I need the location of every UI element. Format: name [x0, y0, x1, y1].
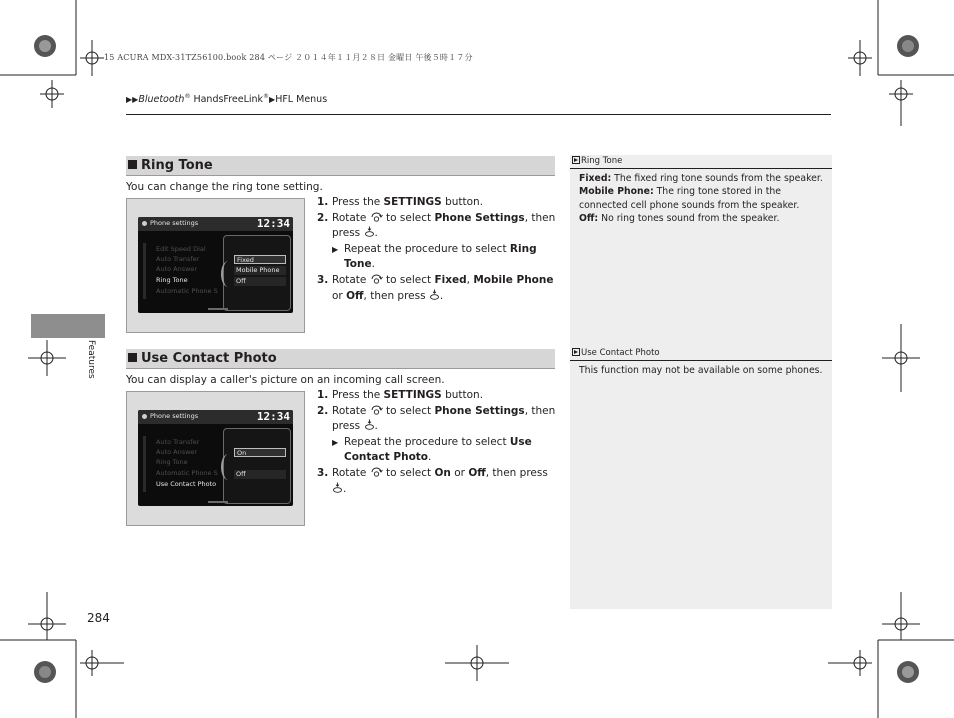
note-term: Mobile Phone: — [579, 186, 654, 198]
step-keyword: On — [434, 466, 451, 479]
lcd-footer-mark — [208, 308, 228, 310]
step-text: to select — [382, 273, 435, 286]
step-number: 1. — [317, 196, 329, 208]
step-text: button. — [441, 196, 484, 208]
lcd-list-item: Auto Transfer — [156, 438, 200, 446]
step-2 — [317, 404, 557, 435]
step-number: 1. — [317, 389, 329, 401]
section-square-icon — [128, 353, 137, 362]
interface-dial-rotate-icon — [370, 405, 383, 415]
step-text: . — [428, 451, 432, 464]
lcd-option-selected: Fixed — [234, 255, 286, 264]
interface-dial-press-icon — [332, 482, 343, 493]
step-text: Press the — [332, 389, 384, 401]
lcd-display — [138, 217, 293, 313]
step-text: Rotate — [332, 273, 370, 286]
step-text: Rotate — [332, 211, 370, 224]
step-1 — [317, 195, 557, 211]
lcd-scrollbar — [143, 436, 146, 492]
step-text: , then press — [363, 289, 429, 302]
step-number: 2. — [317, 404, 329, 417]
dial-arc-icon — [221, 261, 235, 287]
step-text: to select — [382, 466, 435, 479]
note-rule — [570, 168, 832, 169]
step-3 — [317, 466, 557, 497]
step-keyword: Phone Settings — [434, 404, 525, 417]
lcd-list-item: Automatic Phone S — [156, 287, 218, 295]
phone-icon — [142, 414, 147, 419]
section-square-icon — [128, 160, 137, 169]
step-text: , — [466, 273, 474, 286]
step-text: , then press — [332, 211, 556, 240]
step-text: to select — [382, 404, 435, 417]
page-number: 284 — [87, 611, 110, 625]
step-text: Rotate — [332, 404, 370, 417]
print-header: 15 ACURA MDX-31TZ56100.book 284 ページ ２０１４年１１月２８日 金曜日 午後５時１７分 — [104, 53, 473, 62]
step-text: , then press — [485, 466, 548, 479]
lcd-list-item-selected: Use Contact Photo — [156, 480, 217, 488]
interface-dial-rotate-icon — [370, 467, 383, 477]
interface-dial-rotate-icon — [370, 274, 383, 284]
breadcrumb-reg: ® — [184, 93, 191, 100]
note-title: Use Contact Photo — [581, 348, 660, 358]
step-keyword: Use Contact Photo — [344, 435, 532, 464]
note-item — [579, 172, 824, 185]
screen-image-use-contact-photo — [126, 391, 305, 526]
chapter-label: Features — [86, 340, 96, 379]
note-item — [579, 212, 824, 225]
note-term: Off: — [579, 213, 599, 225]
step-keyword: SETTINGS — [383, 389, 442, 401]
lcd-title: Phone settings — [150, 219, 199, 227]
step-text: . — [374, 420, 378, 433]
sub-step — [317, 242, 557, 273]
note-text: The ring tone stored in the connected cell phone sounds from the speaker. — [579, 186, 800, 211]
note-title: Ring Tone — [581, 156, 623, 166]
step-keyword: Off — [468, 466, 486, 479]
note-text: No ring tones sound from the speaker. — [598, 213, 780, 225]
step-number: 2. — [317, 211, 329, 224]
steps-use-contact-photo — [317, 388, 557, 497]
step-keyword: Mobile Phone — [473, 273, 554, 286]
step-keyword: SETTINGS — [383, 196, 442, 208]
breadcrumb-arrow-icon: ▶ — [269, 95, 276, 105]
arrow-triangle-icon: ▶ — [332, 437, 339, 447]
step-text: , then press — [332, 404, 556, 433]
lcd-option: Off — [234, 470, 286, 479]
breadcrumb-bluetooth: Bluetooth — [138, 94, 185, 106]
lcd-option-selected: On — [234, 448, 286, 457]
note-body-use-contact-photo — [579, 364, 824, 377]
section-intro: You can change the ring tone setting. — [126, 181, 323, 193]
lcd-clock: 12:34 — [256, 410, 290, 423]
step-keyword: Ring Tone — [344, 242, 537, 271]
interface-dial-press-icon — [364, 226, 375, 237]
note-reference-icon — [572, 348, 580, 356]
lcd-list-item: Auto Answer — [156, 265, 198, 273]
section-intro: You can display a caller's picture on an incoming call screen. — [126, 374, 445, 386]
step-number: 3. — [317, 466, 329, 479]
arrow-triangle-icon: ▶ — [332, 244, 339, 254]
note-body-ring-tone — [579, 172, 824, 226]
section-title: Ring Tone — [141, 158, 213, 173]
note-rule — [570, 360, 832, 361]
section-title: Use Contact Photo — [141, 351, 277, 366]
lcd-option: Off — [234, 277, 286, 286]
section-header-ring-tone — [126, 156, 555, 176]
lcd-list-item: Ring Tone — [156, 458, 188, 466]
steps-ring-tone — [317, 195, 557, 304]
lcd-clock: 12:34 — [256, 217, 290, 230]
lcd-footer-mark — [208, 501, 228, 503]
step-text: or — [450, 466, 469, 479]
section-header-use-contact-photo — [126, 349, 555, 369]
interface-dial-press-icon — [429, 289, 440, 300]
step-keyword: Phone Settings — [434, 211, 525, 224]
step-number: 3. — [317, 273, 329, 286]
step-text: Repeat the procedure to select — [344, 242, 510, 255]
step-1 — [317, 388, 557, 404]
step-text: to select — [382, 211, 435, 224]
sub-step — [317, 435, 557, 466]
step-text: button. — [441, 389, 484, 401]
step-2 — [317, 211, 557, 242]
lcd-title: Phone settings — [150, 412, 199, 420]
step-text: . — [371, 258, 375, 271]
step-text: Press the — [332, 196, 384, 208]
breadcrumb-reg-2: ® — [263, 93, 270, 100]
lcd-list-item: Edit Speed Dial — [156, 245, 206, 253]
note-text: The fixed ring tone sounds from the speaker. — [611, 173, 823, 184]
note-header-ring-tone — [570, 156, 622, 166]
step-text: or — [332, 289, 347, 302]
breadcrumb-handsfreelink: HandsFreeLink — [190, 94, 264, 106]
chapter-tab — [31, 314, 105, 338]
lcd-list-item: Automatic Phone S — [156, 469, 218, 477]
step-text: Rotate — [332, 466, 370, 479]
screen-image-ring-tone — [126, 198, 305, 333]
lcd-scrollbar — [143, 243, 146, 299]
note-text: This function may not be available on some phones. — [579, 365, 823, 376]
breadcrumb-hfl-menus: HFL Menus — [275, 94, 328, 106]
lcd-option: Mobile Phone — [234, 266, 286, 275]
note-term: Fixed: — [579, 173, 612, 184]
interface-dial-rotate-icon — [370, 212, 383, 222]
note-header-use-contact-photo — [570, 348, 660, 358]
dial-arc-icon — [221, 454, 235, 480]
step-text: . — [374, 227, 378, 240]
interface-dial-press-icon — [364, 419, 375, 430]
step-keyword: Fixed — [434, 273, 467, 286]
phone-icon — [142, 221, 147, 226]
header-rule — [126, 114, 831, 115]
note-item — [579, 185, 824, 212]
lcd-display — [138, 410, 293, 506]
note-reference-icon — [572, 156, 580, 164]
step-keyword: Off — [346, 289, 364, 302]
step-text: . — [439, 289, 444, 302]
step-3 — [317, 273, 557, 304]
step-text: . — [343, 482, 347, 495]
lcd-list-item: Auto Answer — [156, 448, 198, 456]
lcd-list-item-selected: Ring Tone — [156, 276, 188, 284]
breadcrumb-arrow-icon: ▶▶ — [126, 95, 139, 105]
lcd-list-item: Auto Transfer — [156, 255, 200, 263]
breadcrumb — [126, 93, 327, 105]
step-text: Repeat the procedure to select — [344, 435, 510, 448]
